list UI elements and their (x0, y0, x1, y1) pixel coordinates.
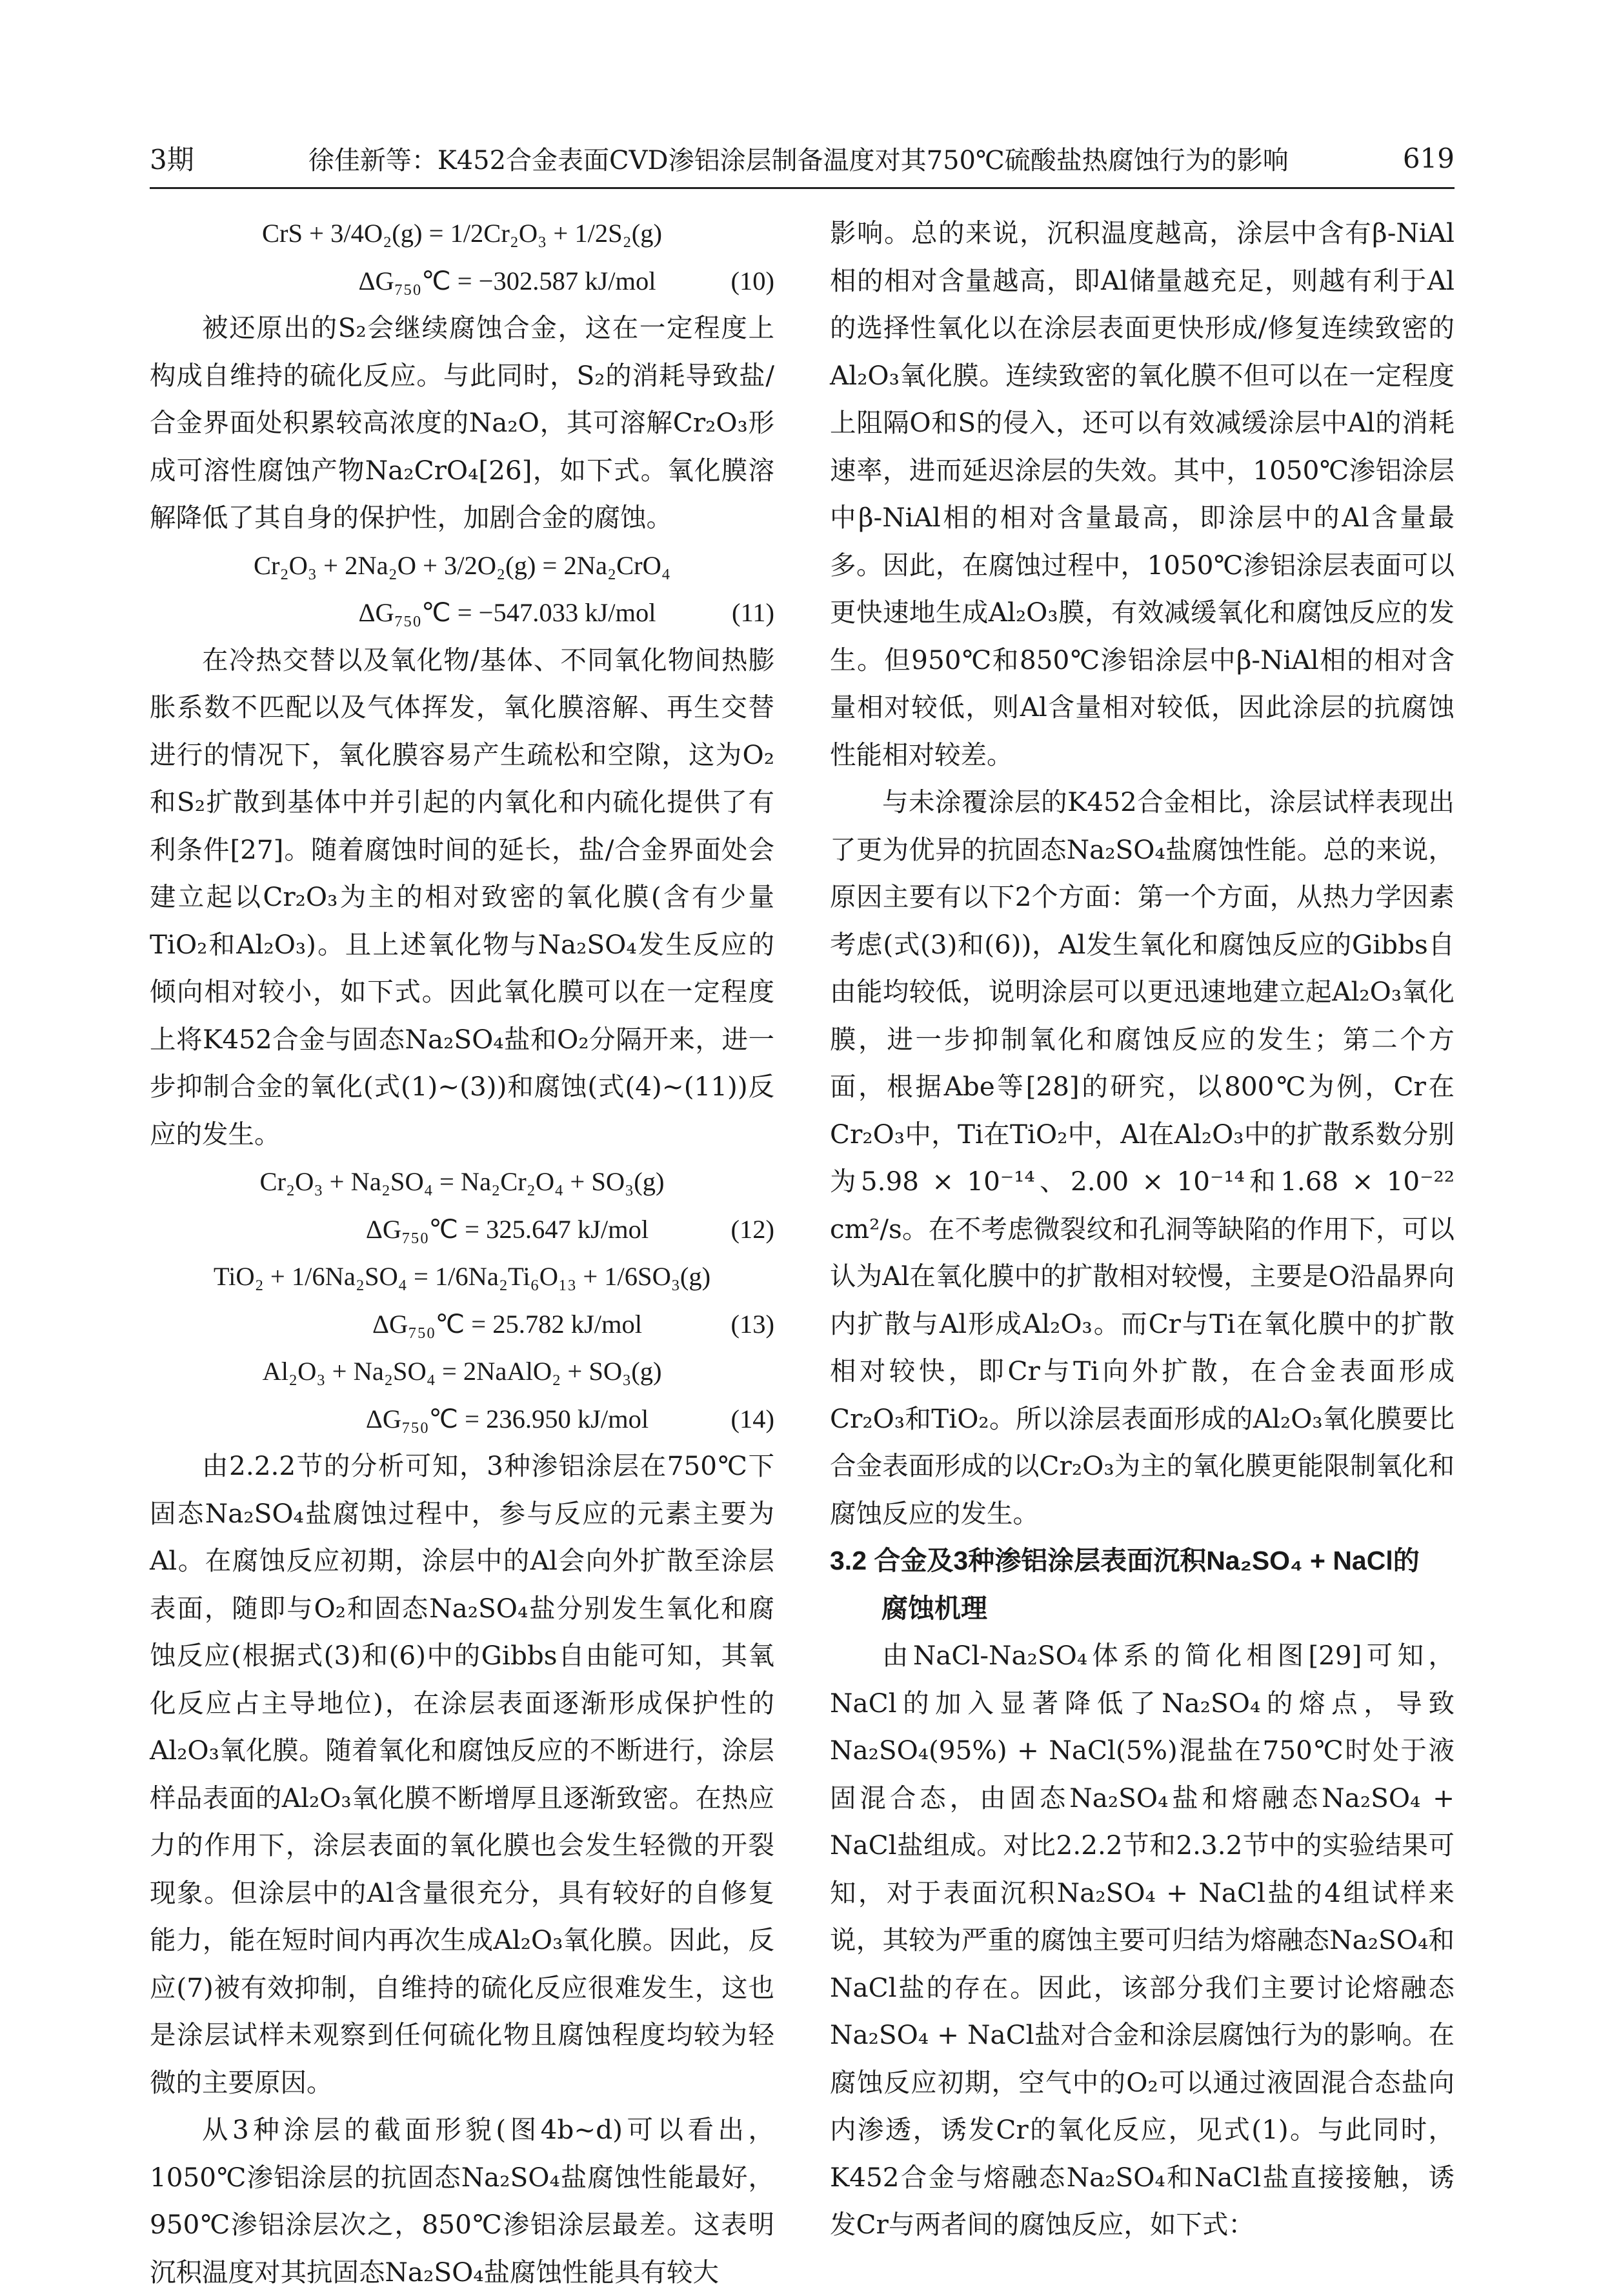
equation-13-gibbs-value: ΔG₇₅₀℃ = 25.782 kJ/mol (372, 1309, 642, 1339)
running-title: 徐佳新等：K452合金表面CVD渗铝涂层制备温度对其750℃硫酸盐热腐蚀行为的影响 (308, 145, 1289, 175)
running-header (150, 135, 1455, 189)
equation-13-number: (13) (730, 1309, 774, 1339)
equation-10-gibbs-value: ΔG₇₅₀℃ = −302.587 kJ/mol (358, 266, 656, 295)
section-heading-line-1: 3.2 合金及3种渗铝涂层表面沉积Na₂SO₄ + NaCl的 (830, 1546, 1420, 1575)
issue-label: 3期 (150, 144, 194, 175)
equation-10-gibbs (150, 257, 774, 305)
equation-10-number: (10) (730, 266, 774, 295)
equation-14-gibbs (150, 1395, 774, 1443)
left-column (150, 210, 774, 2296)
equation-11-reaction: Cr₂O₃ + 2Na₂O + 3/2O₂(g) = 2Na₂CrO₄ (254, 550, 670, 580)
equation-12-gibbs-value: ΔG₇₅₀℃ = 325.647 kJ/mol (365, 1214, 649, 1244)
right-column (830, 210, 1455, 2249)
equation-14-number: (14) (730, 1404, 774, 1433)
paragraph: 被还原出的S₂会继续腐蚀合金，这在一定程度上构成自维持的硫化反应。与此同时，S₂的消耗导致盐/合金界面处积累较高浓度的Na₂O，其可溶解Cr₂O₃形成可溶性腐蚀产物Na₂CrO₄[26]，如下式。氧化膜溶解降低了其自身的保护性，加剧合金的腐蚀。 (150, 312, 774, 533)
equation-11-gibbs (150, 589, 774, 637)
equation-13-reaction: TiO₂ + 1/6Na₂SO₄ = 1/6Na₂Ti₆O₁₃ + 1/6SO₃(g) (213, 1262, 711, 1291)
equation-12-number: (12) (730, 1214, 774, 1244)
equation-10-reaction: CrS + 3/4O₂(g) = 1/2Cr₂O₃ + 1/2S₂(g) (262, 219, 662, 248)
paragraph: 由2.2.2节的分析可知，3种渗铝涂层在750℃下固态Na₂SO₄盐腐蚀过程中，参与反应的元素主要为Al。在腐蚀反应初期，涂层中的Al会向外扩散至涂层表面，随即与O₂和固态Na₂SO₄盐分别发生氧化和腐蚀反应(根据式(3)和(6)中的Gibbs自由能可知，其氧化反应占主导地位)，在涂层表面逐渐形成保护性的Al₂O₃氧化膜。随着氧化和腐蚀反应的不断进行，涂层样品表面的Al₂O₃氧化膜不断增厚且逐渐致密。在热应力的作用下，涂层表面的氧化膜也会发生轻微的开裂现象。但涂层中的Al含量很充分，具有较好的自修复能力，能在短时间内再次生成Al₂O₃氧化膜。因此，反应(7)被有效抑制，自维持的硫化反应很难发生，这也是涂层试样未观察到任何硫化物且腐蚀程度均较为轻微的主要原因。 (150, 1450, 774, 2098)
paragraph: 在冷热交替以及氧化物/基体、不同氧化物间热膨胀系数不匹配以及气体挥发，氧化膜溶解、再生交替进行的情况下，氧化膜容易产生疏松和空隙，这为O₂和S₂扩散到基体中并引起的内氧化和内硫化提供了有利条件[27]。随着腐蚀时间的延长，盐/合金界面处会建立起以Cr₂O₃为主的相对致密的氧化膜(含有少量TiO₂和Al₂O₃)。且上述氧化物与Na₂SO₄发生反应的倾向相对较小，如下式。因此氧化膜可以在一定程度上将K452合金与固态Na₂SO₄盐和O₂分隔开来，进一步抑制合金的氧化(式(1)~(3))和腐蚀(式(4)~(11))反应的发生。 (150, 644, 774, 1150)
section-heading-line-2: 腐蚀机理 (881, 1593, 987, 1623)
paragraph: 由NaCl-Na₂SO₄体系的简化相图[29]可知，NaCl的加入显著降低了Na₂SO₄的熔点，导致Na₂SO₄(95%) + NaCl(5%)混盐在750℃时处于液固混合态，由固态Na₂SO₄盐和熔融态Na₂SO₄ + NaCl盐组成。对比2.2.2节和2.3.2节中的实验结果可知，对于表面沉积Na₂SO₄ + NaCl盐的4组试样来说，其较为严重的腐蚀主要可归结为熔融态Na₂SO₄和NaCl盐的存在。因此，该部分我们主要讨论熔融态Na₂SO₄ + NaCl盐对合金和涂层腐蚀行为的影响。在腐蚀反应初期，空气中的O₂可以通过液固混合态盐向内渗透，诱发Cr的氧化反应，见式(1)。与此同时，K452合金与熔融态Na₂SO₄和NaCl盐直接接触，诱发Cr与两者间的腐蚀反应，如下式： (830, 1640, 1455, 2240)
paragraph: 从3种涂层的截面形貌(图4b~d)可以看出，1050℃渗铝涂层的抗固态Na₂SO₄盐腐蚀性能最好，950℃渗铝涂层次之，850℃渗铝涂层最差。这表明沉积温度对其抗固态Na₂SO₄盐腐蚀性能具有较大 (150, 2114, 774, 2288)
equation-14-reaction: Al₂O₃ + Na₂SO₄ = 2NaAlO₂ + SO₃(g) (262, 1357, 662, 1386)
page-number: 619 (1402, 142, 1455, 174)
equation-12-reaction: Cr₂O₃ + Na₂SO₄ = Na₂Cr₂O₄ + SO₃(g) (259, 1167, 665, 1196)
equation-11-gibbs-value: ΔG₇₅₀℃ = −547.033 kJ/mol (358, 598, 656, 627)
section-heading-3-2 (830, 1537, 1455, 1632)
paragraph: 影响。总的来说，沉积温度越高，涂层中含有β-NiAl相的相对含量越高，即Al储量越充足，则越有利于Al的选择性氧化以在涂层表面更快形成/修复连续致密的Al₂O₃氧化膜。连续致密的氧化膜不但可以在一定程度上阻隔O和S的侵入，还可以有效减缓涂层中Al的消耗速率，进而延迟涂层的失效。其中，1050℃渗铝涂层中β-NiAl相的相对含量最高，即涂层中的Al含量最多。因此，在腐蚀过程中，1050℃渗铝涂层表面可以更快速地生成Al₂O₃膜，有效减缓氧化和腐蚀反应的发生。但950℃和850℃渗铝涂层中β-NiAl相的相对含量相对较低，则Al含量相对较低，因此涂层的抗腐蚀性能相对较差。 (830, 217, 1455, 770)
equation-14-gibbs-value: ΔG₇₅₀℃ = 236.950 kJ/mol (365, 1404, 649, 1433)
equation-13-gibbs (150, 1301, 774, 1348)
equation-12-gibbs (150, 1206, 774, 1253)
equation-11-number: (11) (732, 598, 774, 627)
paragraph: 与未涂覆涂层的K452合金相比，涂层试样表现出了更为优异的抗固态Na₂SO₄盐腐蚀性能。总的来说，原因主要有以下2个方面：第一个方面，从热力学因素考虑(式(3)和(6))，Al发生氧化和腐蚀反应的Gibbs自由能均较低，说明涂层可以更迅速地建立起Al₂O₃氧化膜，进一步抑制氧化和腐蚀反应的发生；第二个方面，根据Abe等[28]的研究，以800℃为例，Cr在Cr₂O₃中，Ti在TiO₂中，Al在Al₂O₃中的扩散系数分别为5.98 × 10⁻¹⁴、2.00 × 10⁻¹⁴和1.68 × 10⁻²² cm²/s。在不考虑微裂纹和孔洞等缺陷的作用下，可以认为Al在氧化膜中的扩散相对较慢，主要是O沿晶界向内扩散与Al形成Al₂O₃。而Cr与Ti在氧化膜中的扩散相对较快，即Cr与Ti向外扩散，在合金表面形成Cr₂O₃和TiO₂。所以涂层表面形成的Al₂O₃氧化膜要比合金表面形成的以Cr₂O₃为主的氧化膜更能限制氧化和腐蚀反应的发生。 (830, 786, 1455, 1529)
